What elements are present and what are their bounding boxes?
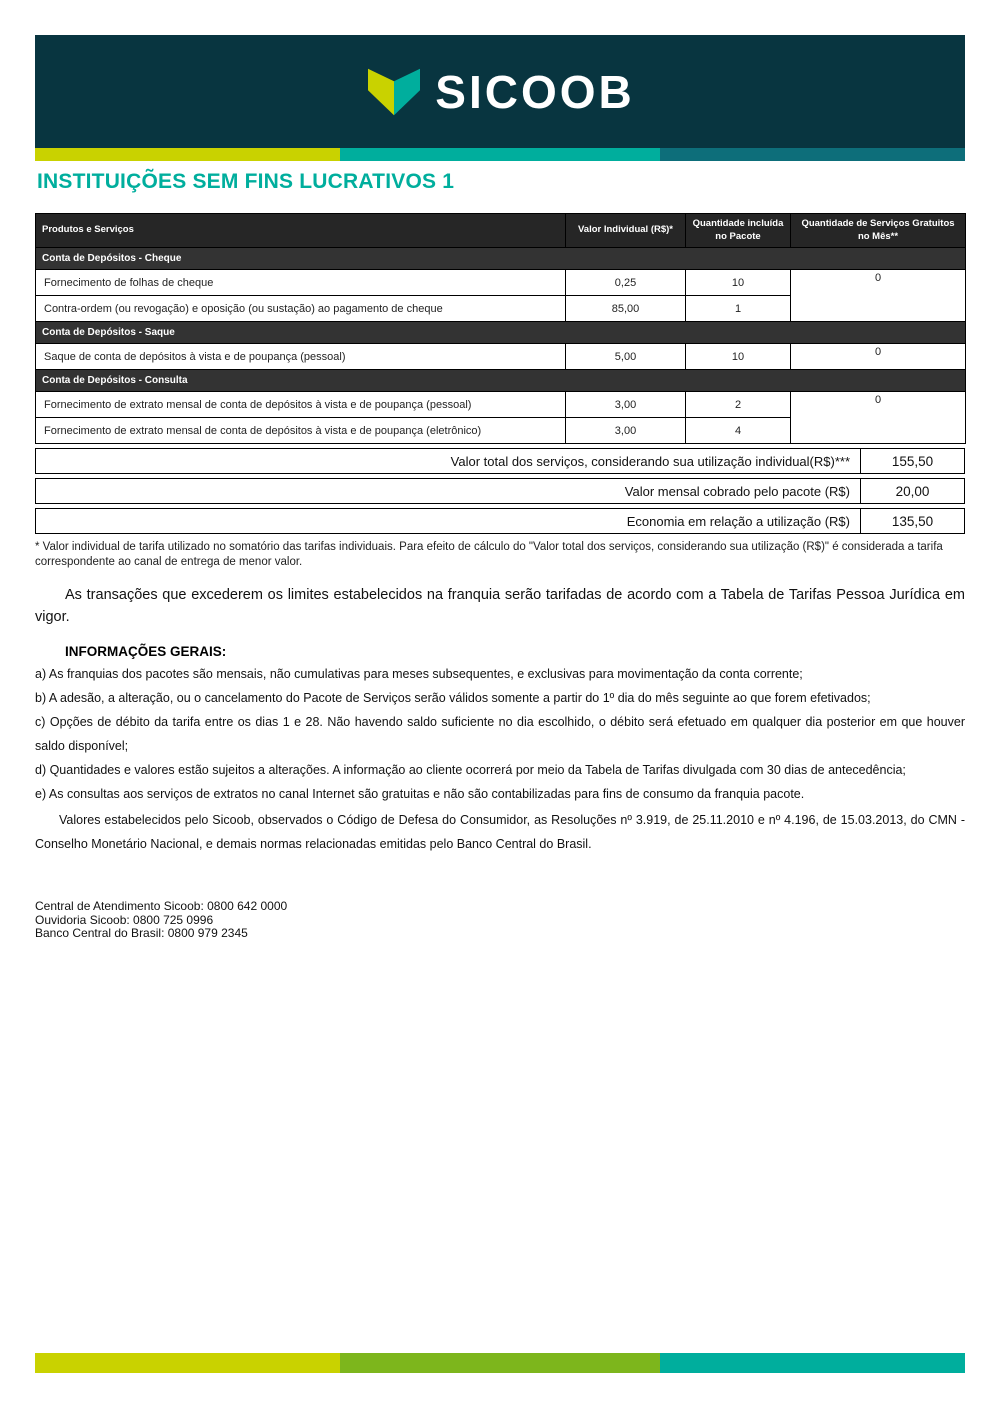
table-row xyxy=(36,392,966,418)
section-bar-saque xyxy=(36,322,966,344)
page-title: INSTITUIÇÕES SEM FINS LUCRATIVOS 1 xyxy=(37,170,455,193)
main-content xyxy=(35,213,965,941)
total-value: 20,00 xyxy=(860,479,964,503)
notice-paragraph: As transações que excederem os limites estabelecidos na franquia serão tarifadas de acordo com a Tabela de Tarifas Pessoa Jurídica em vigor. xyxy=(35,587,965,625)
qty-cell: 2 xyxy=(686,392,791,418)
info-item-e: e) As consultas aos serviços de extratos no canal Internet são gratuitas e não são contabilizadas para fins de consumo da franquia pacote. xyxy=(35,787,805,801)
free-qty-cell: 0 xyxy=(791,344,966,370)
total-value: 135,50 xyxy=(860,509,964,533)
info-item-a: a) As franquias dos pacotes são mensais, não cumulativas para meses subsequentes, e exclusivas para movimentação da conta corrente; xyxy=(35,667,803,681)
stripe-segment-lime xyxy=(35,1353,340,1373)
contact-info xyxy=(35,900,965,941)
value-cell: 85,00 xyxy=(566,296,686,322)
qty-cell: 10 xyxy=(686,270,791,296)
section-bar-cheque xyxy=(36,248,966,270)
stripe-segment-green xyxy=(340,1353,660,1373)
qty-cell: 4 xyxy=(686,418,791,444)
value-cell: 3,00 xyxy=(566,418,686,444)
regulations-paragraph: Valores estabelecidos pelo Sicoob, observados o Código de Defesa do Consumidor, as Resoluções nº 3.919, de 25.11.2010 e nº 4.196, de 15.03.2013, do CMN - Conselho Monetário Nacional, e demais normas relacionadas emitidas pelo Banco Central do Brasil. xyxy=(35,813,965,851)
value-cell: 5,00 xyxy=(566,344,686,370)
free-qty-cell: 0 xyxy=(791,392,966,444)
product-cell: Saque de conta de depósitos à vista e de poupança (pessoal) xyxy=(36,344,566,370)
col-header-qty-free: Quantidade de Serviços Gratuitos no Mês** xyxy=(791,214,966,248)
stripe-segment-dark-teal xyxy=(660,148,965,161)
section-title: Conta de Depósitos - Consulta xyxy=(36,370,966,392)
section-bar-consulta xyxy=(36,370,966,392)
col-header-qty-included: Quantidade incluída no Pacote xyxy=(686,214,791,248)
total-label: Valor mensal cobrado pelo pacote (R$) xyxy=(624,483,850,499)
top-color-stripe xyxy=(35,148,965,161)
stripe-segment-teal xyxy=(660,1353,965,1373)
contact-line-atendimento: Central de Atendimento Sicoob: 0800 642 0000 xyxy=(35,899,288,913)
product-cell: Fornecimento de extrato mensal de conta de depósitos à vista e de poupança (pessoal) xyxy=(36,392,566,418)
brand-header xyxy=(35,35,965,148)
product-cell: Fornecimento de extrato mensal de conta de depósitos à vista e de poupança (eletrônico) xyxy=(36,418,566,444)
sicoob-logo-icon xyxy=(365,66,423,118)
value-cell: 3,00 xyxy=(566,392,686,418)
bottom-color-stripe xyxy=(35,1353,965,1373)
total-row-services xyxy=(35,448,965,474)
free-qty-cell: 0 xyxy=(791,270,966,322)
total-label: Economia em relação a utilização (R$) xyxy=(626,513,850,529)
qty-cell: 1 xyxy=(686,296,791,322)
logo-wordmark: SICOOB xyxy=(435,65,635,118)
info-item-c: c) Opções de débito da tarifa entre os dias 1 e 28. Não havendo saldo suficiente no dia escolhido, o débito será efetuado em qualquer dia posterior em que houver saldo disponível; xyxy=(35,715,965,753)
info-item-d: d) Quantidades e valores estão sujeitos a alterações. A informação ao cliente ocorrerá por meio da Tabela de Tarifas divulgada com 30 dias de antecedência; xyxy=(35,763,906,777)
section-title: Conta de Depósitos - Saque xyxy=(36,322,966,344)
info-item-b: b) A adesão, a alteração, ou o cancelamento do Pacote de Serviços serão válidos somente a partir do 1º dia do mês seguinte ao que forem efetivados; xyxy=(35,691,871,705)
col-header-products: Produtos e Serviços xyxy=(36,214,566,248)
section-title: Conta de Depósitos - Cheque xyxy=(36,248,966,270)
stripe-segment-teal xyxy=(340,148,660,161)
total-row-savings xyxy=(35,508,965,534)
contact-line-ouvidoria: Ouvidoria Sicoob: 0800 725 0996 xyxy=(35,912,214,927)
qty-cell: 10 xyxy=(686,344,791,370)
total-row-package xyxy=(35,478,965,504)
table-header-row xyxy=(36,214,966,248)
table-row xyxy=(36,344,966,370)
value-cell: 0,25 xyxy=(566,270,686,296)
stripe-segment-lime xyxy=(35,148,340,161)
general-info-list xyxy=(35,662,965,806)
general-info-heading: INFORMAÇÕES GERAIS: xyxy=(65,644,227,659)
product-cell: Contra-ordem (ou revogação) e oposição (ou sustação) ao pagamento de cheque xyxy=(36,296,566,322)
total-label: Valor total dos serviços, considerando sua utilização individual(R$)*** xyxy=(450,453,850,469)
tariff-table xyxy=(35,213,966,444)
product-cell: Fornecimento de folhas de cheque xyxy=(36,270,566,296)
col-header-individual-value: Valor Individual (R$)* xyxy=(566,214,686,248)
footnote: * Valor individual de tarifa utilizado no somatório das tarifas individuais. Para efeito de cálculo do "Valor total dos serviços, considerando sua utilização (R$)" é considerada a tarifa correspondente ao canal de entrega de menor valor. xyxy=(35,541,943,568)
total-value: 155,50 xyxy=(860,449,964,473)
table-row xyxy=(36,270,966,296)
contact-line-bacen: Banco Central do Brasil: 0800 979 2345 xyxy=(35,926,248,940)
